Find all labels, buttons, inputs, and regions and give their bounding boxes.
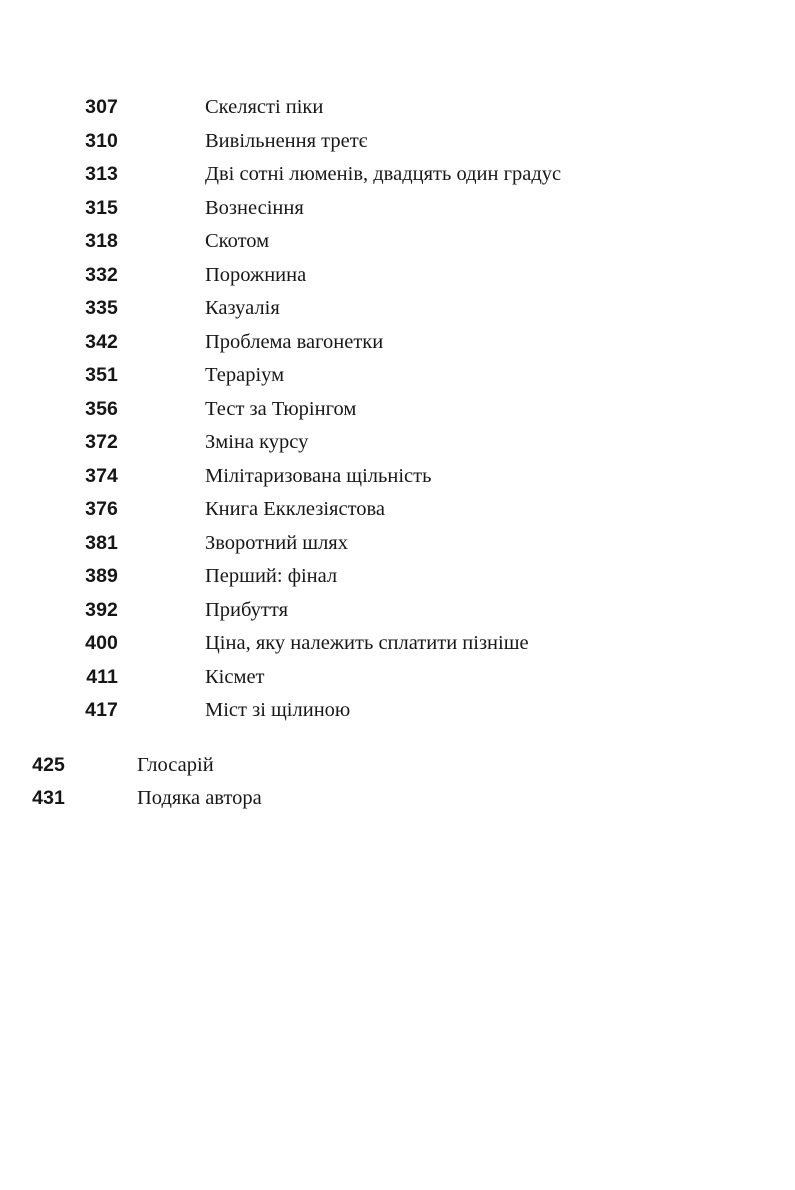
toc-entry-title: Кісмет — [205, 665, 265, 688]
toc-entry[interactable] — [0, 565, 795, 599]
toc-entry-page-number: 335 — [85, 297, 118, 319]
toc-entry-title: Вивільнення третє — [205, 129, 368, 152]
toc-entry-title: Міст зі щілиною — [205, 699, 351, 721]
toc-entry[interactable] — [0, 96, 795, 130]
toc-entry-title: Зміна курсу — [205, 431, 309, 453]
toc-entry[interactable] — [0, 297, 795, 331]
toc-entry[interactable] — [0, 498, 795, 532]
toc-entry-page-number: 351 — [85, 364, 118, 386]
toc-entry-page-number: 392 — [85, 598, 118, 621]
toc-entry-page-number: 318 — [85, 230, 118, 252]
toc-entry-title: Порожнина — [205, 263, 307, 286]
toc-entry-page-number: 310 — [85, 129, 118, 152]
toc-entry-page-number: 389 — [85, 565, 118, 587]
toc-entry-page-number: 342 — [85, 330, 118, 353]
toc-entry-title: Глосарій — [137, 753, 214, 776]
toc-entry-title: Прибуття — [205, 598, 289, 621]
toc-entry-title: Проблема вагонетки — [205, 330, 384, 353]
toc-entry-page-number: 315 — [85, 196, 118, 219]
toc-entry[interactable] — [0, 699, 795, 733]
toc-entry[interactable] — [0, 754, 795, 788]
toc-entry-title: Казуалія — [205, 297, 280, 319]
toc-entry-page-number: 376 — [85, 498, 118, 520]
toc-entry-title: Скелясті піки — [205, 96, 324, 118]
toc-entry-title: Ціна, яку належить сплатити пізніше — [205, 632, 529, 654]
toc-entry[interactable] — [0, 364, 795, 398]
toc-entry[interactable] — [0, 331, 795, 365]
toc-entry-page-number: 372 — [85, 431, 118, 453]
toc-entry-title: Подяка автора — [137, 787, 262, 809]
toc-entry[interactable] — [0, 264, 795, 298]
toc-entry-list — [0, 96, 795, 821]
toc-entry-title: Тераріум — [205, 364, 285, 386]
toc-entry-title: Вознесіння — [205, 196, 304, 219]
toc-entry-page-number: 381 — [85, 531, 118, 554]
toc-entry-page-number: 313 — [85, 163, 118, 185]
toc-entry-title: Тест за Тюрінгом — [205, 397, 357, 420]
toc-entry-page-number: 431 — [32, 787, 65, 809]
toc-entry-page-number: 332 — [85, 263, 118, 286]
toc-entry[interactable] — [0, 465, 795, 499]
toc-entry[interactable] — [0, 398, 795, 432]
toc-entry[interactable] — [0, 666, 795, 700]
toc-entry-title: Зворотний шлях — [205, 531, 348, 554]
toc-entry[interactable] — [0, 632, 795, 666]
toc-entry-title: Книга Екклезіястова — [205, 498, 386, 520]
toc-entry-title: Мілітаризована щільність — [205, 464, 432, 487]
toc-entry[interactable] — [0, 163, 795, 197]
toc-entry[interactable] — [0, 787, 795, 821]
toc-entry-page-number: 425 — [32, 753, 65, 776]
toc-entry-page-number: 411 — [86, 665, 118, 688]
toc-entry-page-number: 356 — [85, 397, 118, 420]
toc-entry-title: Перший: фінал — [205, 565, 338, 587]
toc-entry-page-number: 307 — [85, 96, 118, 118]
toc-entry-page-number: 374 — [85, 464, 118, 487]
toc-entry-title: Скотом — [205, 230, 270, 252]
toc-entry-page-number: 400 — [85, 632, 118, 654]
toc-entry[interactable] — [0, 532, 795, 566]
toc-entry[interactable] — [0, 599, 795, 633]
toc-entry[interactable] — [0, 197, 795, 231]
toc-entry[interactable] — [0, 130, 795, 164]
toc-entry[interactable] — [0, 230, 795, 264]
toc-entry[interactable] — [0, 431, 795, 465]
toc-entry-title: Дві сотні люменів, двадцять один градус — [205, 163, 562, 185]
toc-entry-page-number: 417 — [85, 699, 118, 721]
